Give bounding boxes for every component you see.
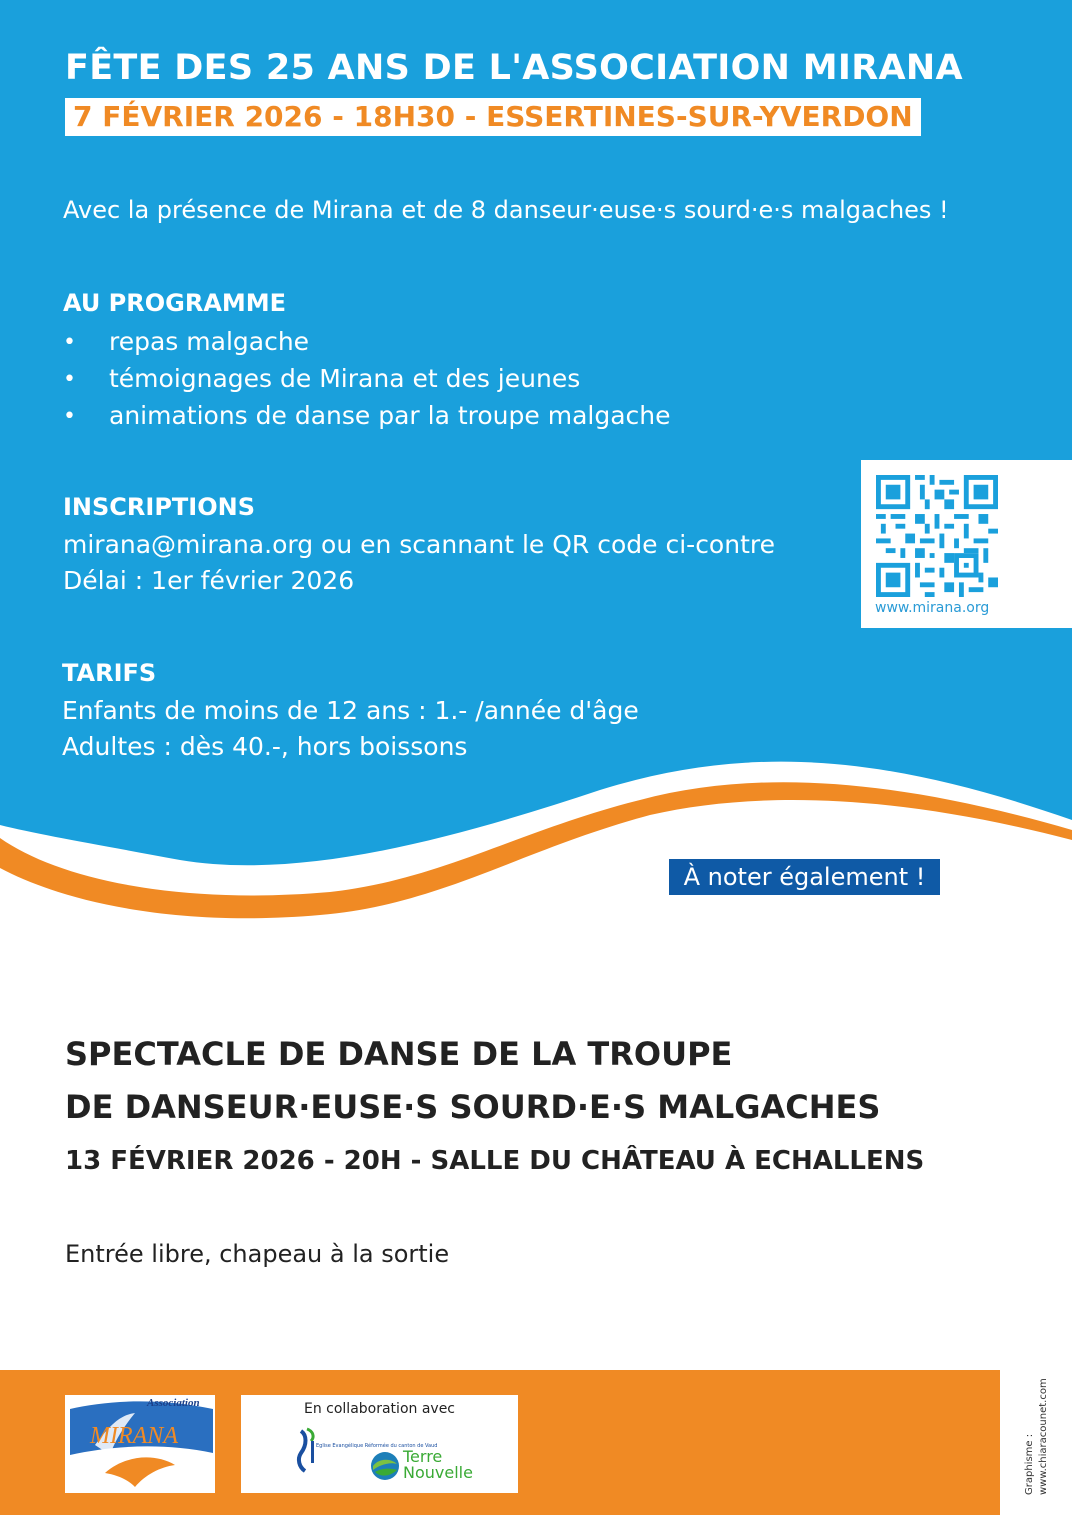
programme-item: témoignages de Mirana et des jeunes bbox=[109, 364, 581, 393]
event-intro: Avec la présence de Mirana et de 8 danseur·euse·s sourd·e·s malgaches ! bbox=[63, 196, 949, 224]
inscriptions-contact: mirana@mirana.org ou en scannant le QR code ci-contre bbox=[63, 530, 775, 559]
bullet-icon: • bbox=[63, 404, 76, 429]
terre-nouvelle-icon bbox=[369, 1450, 401, 1482]
collaboration-panel bbox=[241, 1395, 518, 1493]
collaboration-label: En collaboration avec bbox=[303, 1401, 456, 1417]
terre-nouvelle-line1: Terre bbox=[403, 1447, 443, 1466]
mirana-logo-graphic bbox=[65, 1395, 215, 1493]
tarifs-children: Enfants de moins de 12 ans : 1.- /année d'âge bbox=[62, 696, 639, 725]
programme-heading: AU PROGRAMME bbox=[63, 289, 287, 317]
spectacle-title-line2: DE DANSEUR·EUSE·S SOURD·E·S MALGACHES bbox=[65, 1088, 881, 1126]
tarifs-heading: TARIFS bbox=[62, 659, 157, 687]
spectacle-date-location: 13 FÉVRIER 2026 - 20H - SALLE DU CHÂTEAU À ECHALLENS bbox=[65, 1146, 925, 1176]
programme-item: animations de danse par la troupe malgache bbox=[109, 401, 671, 430]
logo-association-word: Association bbox=[147, 1397, 200, 1409]
programme-item: repas malgache bbox=[109, 327, 310, 356]
bullet-icon: • bbox=[63, 330, 76, 355]
bullet-icon: • bbox=[63, 367, 76, 392]
spectacle-title-line1: SPECTACLE DE DANSE DE LA TROUPE bbox=[65, 1035, 733, 1073]
tarifs-adults: Adultes : dès 40.-, hors boissons bbox=[62, 732, 468, 761]
note-badge: À noter également ! bbox=[669, 859, 940, 895]
event-date-location: 7 FÉVRIER 2026 - 18H30 - ESSERTINES-SUR-YVERDON bbox=[65, 98, 921, 136]
qr-code-icon bbox=[876, 475, 998, 597]
inscriptions-deadline: Délai : 1er février 2026 bbox=[63, 566, 355, 595]
qr-url[interactable]: www.mirana.org bbox=[875, 600, 990, 616]
spectacle-entry-info: Entrée libre, chapeau à la sortie bbox=[65, 1240, 450, 1268]
inscriptions-heading: INSCRIPTIONS bbox=[63, 493, 255, 521]
credit-url[interactable]: www.chiaracounet.com bbox=[1038, 1378, 1049, 1495]
graphic-credit bbox=[1023, 1378, 1051, 1495]
mirana-logo bbox=[65, 1395, 215, 1493]
credit-label: Graphisme : bbox=[1024, 1433, 1035, 1495]
event-title: FÊTE DES 25 ANS DE L'ASSOCIATION MIRANA bbox=[65, 48, 963, 88]
logo-mirana-word: MIRANA bbox=[90, 1423, 178, 1449]
terre-nouvelle-line2: Nouvelle bbox=[403, 1463, 473, 1482]
eeren-text: Eglise Evangélique Réformée du canton de Vaud bbox=[316, 1443, 438, 1449]
